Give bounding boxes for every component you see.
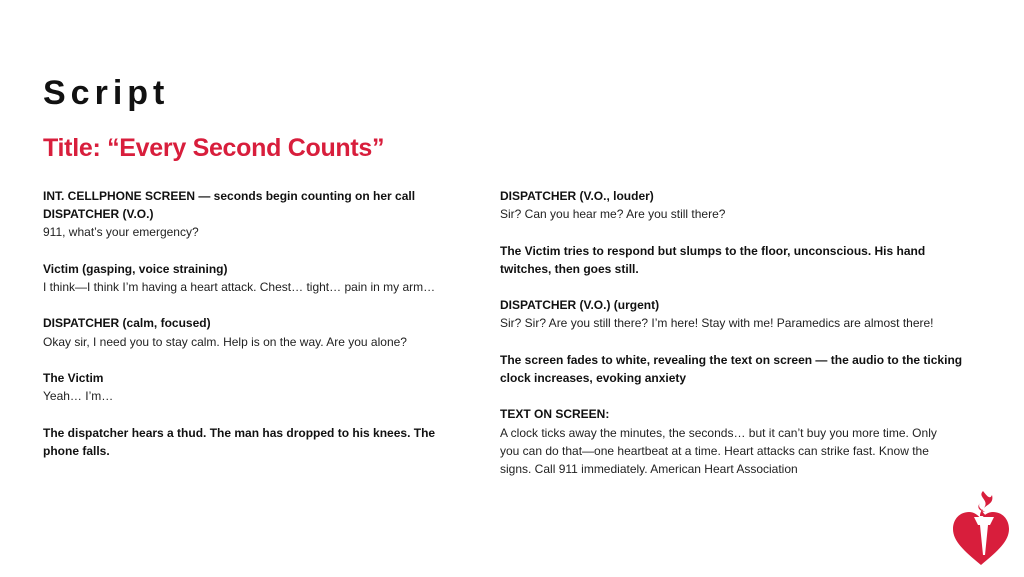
text-on-screen-label: TEXT ON SCREEN: <box>500 407 610 422</box>
action-line: The Victim tries to respond but slumps to the floor, unconscious. His hand <box>500 243 926 258</box>
character-victim: The Victim <box>43 370 104 385</box>
on-screen-text: signs. Call 911 immediately. American Heart Association <box>500 461 798 476</box>
on-screen-text: you can do that—one heartbeat at a time. Heart attacks can strike fast. Know the <box>500 443 929 458</box>
character-dispatcher: DISPATCHER (V.O., louder) <box>500 189 654 203</box>
script-right-column <box>500 187 990 478</box>
action-line: The dispatcher hears a thud. The man has dropped to his knees. The <box>43 425 436 440</box>
script-title: Title: “Every Second Counts” <box>43 134 385 162</box>
character-dispatcher: DISPATCHER (calm, focused) <box>43 316 211 331</box>
character-victim: Victim (gasping, voice straining) <box>43 261 228 276</box>
scene-heading: INT. CELLPHONE SCREEN — seconds begin counting on her call <box>43 189 416 203</box>
character-dispatcher: DISPATCHER (V.O.) (urgent) <box>500 298 660 313</box>
heart-torch-icon <box>950 489 1012 567</box>
script-left-column <box>43 187 468 460</box>
dialogue-line: Sir? Sir? Are you still there? I’m here! Stay with me! Paramedics are almost there! <box>500 316 934 331</box>
dialogue-line: Okay sir, I need you to stay calm. Help is on the way. Are you alone? <box>43 334 407 349</box>
on-screen-text: A clock ticks away the minutes, the seconds… but it can’t buy you more time. Only <box>500 425 937 440</box>
dialogue-line: Yeah… I’m… <box>43 389 114 404</box>
dialogue-line: Sir? Can you hear me? Are you still there? <box>500 207 726 222</box>
action-line: clock increases, evoking anxiety <box>500 370 687 385</box>
action-line: twitches, then goes still. <box>500 261 639 276</box>
page-title: Script <box>43 74 170 112</box>
action-line: phone falls. <box>43 443 110 458</box>
dialogue-line: 911, what’s your emergency? <box>43 225 199 240</box>
dialogue-line: I think—I think I’m having a heart attack. Chest… tight… pain in my arm… <box>43 280 436 294</box>
character-dispatcher: DISPATCHER (V.O.) <box>43 207 154 222</box>
action-line: The screen fades to white, revealing the text on screen — the audio to the ticking <box>500 352 963 367</box>
